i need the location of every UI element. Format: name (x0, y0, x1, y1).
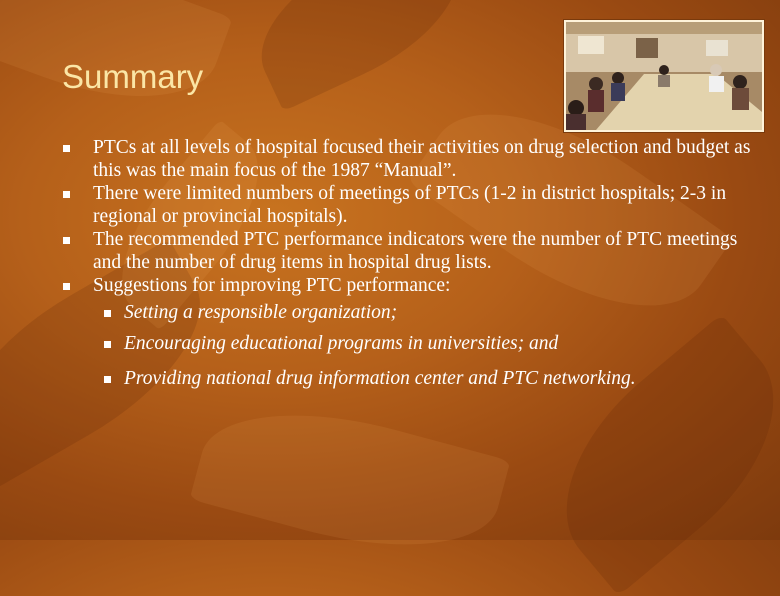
sub-list-item (60, 332, 760, 355)
square-bullet-icon (63, 191, 70, 198)
square-bullet-icon (104, 376, 111, 383)
background-leaf-decoration (190, 383, 511, 577)
list-item (60, 228, 760, 274)
square-bullet-icon (104, 341, 111, 348)
square-bullet-icon (63, 283, 70, 290)
bullet-text: PTCs at all levels of hospital focused their activities on drug selection and budget as this was the main focus of the 1987 “Manual”. (93, 137, 751, 181)
bullet-text: Suggestions for improving PTC performance: (93, 275, 451, 296)
sub-list-item (60, 301, 760, 324)
meeting-photo (564, 20, 764, 132)
sub-list-item (60, 367, 760, 390)
list-item (60, 182, 760, 228)
list-item (60, 136, 760, 182)
sub-bullet-text: Encouraging educational programs in universities; and (124, 333, 559, 354)
background-leaf-decoration (237, 0, 483, 111)
sub-bullet-text: Providing national drug information center and PTC networking. (124, 368, 636, 389)
sub-bullet-text: Setting a responsible organization; (124, 302, 398, 323)
bullet-text: The recommended PTC performance indicators were the number of PTC meetings and the number of drug items in hospital drug lists. (93, 229, 738, 273)
bullet-list (60, 136, 760, 390)
bullet-text: There were limited numbers of meetings of PTCs (1-2 in district hospitals; 2-3 in regional or provincial hospitals). (93, 183, 727, 227)
square-bullet-icon (104, 310, 111, 317)
list-item (60, 274, 760, 297)
slide-title: Summary (62, 58, 204, 95)
square-bullet-icon (63, 237, 70, 244)
square-bullet-icon (63, 145, 70, 152)
